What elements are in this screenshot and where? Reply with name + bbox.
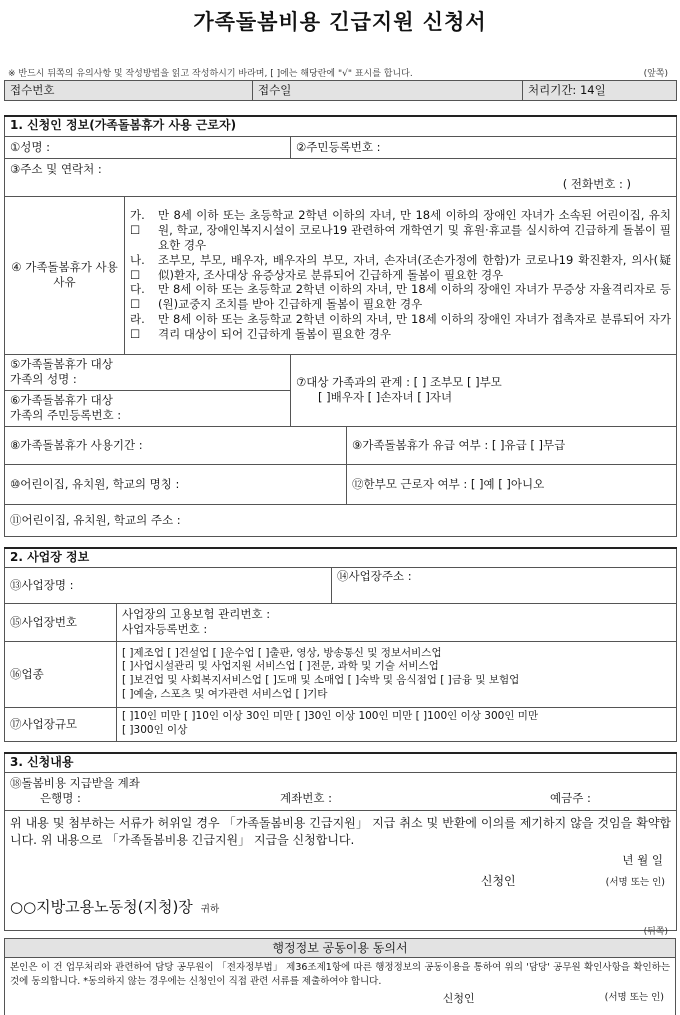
receipt-number-label: 접수번호 <box>5 81 253 101</box>
section1-table <box>4 115 677 537</box>
target-name-field[interactable]: ⑤가족돌봄휴가 대상 가족의 성명 : <box>5 354 291 390</box>
biz-reg-no-label: 사업자등록번호 : <box>122 622 208 637</box>
size-options[interactable] <box>117 707 677 741</box>
consent-text: 본인은 이 건 업무처리와 관련하여 담당 공무원이 「전자정부법」 제36조제1항에 따른 행정정보의 공동이용을 통하여 위의 '담당' 공무원 확인사항을 확인하는 것에 동의합니다. *동의하지 않는 경우에는 신청인이 직접 관련 서류를 제출하여야 합니다. <box>10 962 670 987</box>
reason-option-b[interactable] <box>130 253 671 283</box>
single-parent-field[interactable]: ⑫한부모 근로자 여부 : [ ]예 [ ]아니오 <box>347 464 677 504</box>
sign-label[interactable]: (서명 또는 인) <box>605 877 665 889</box>
form-title: 가족돌봄비용 긴급지원 신청서 <box>193 10 487 34</box>
consent-sign[interactable]: (서명 또는 인) <box>604 991 664 1003</box>
pledge-area <box>5 810 677 930</box>
reason-text: 만 8세 이하 또는 초등학교 2학년 이하의 자녀, 만 18세 이하의 장애인 자녀가 접촉자로 분류되어 자가격리 대상이 되어 긴급하게 돌봄이 필요한 경우 <box>158 312 671 342</box>
consent-applicant: 신청인 <box>442 991 475 1005</box>
industry-line: [ ]사업시설관리 및 사업지원 서비스업 [ ]전문, 과학 및 기술 서비스업 <box>122 660 439 673</box>
relation-field[interactable] <box>291 354 677 426</box>
target-rrn-field[interactable]: ⑥가족돌봄휴가 대상 가족의 주민등록번호 : <box>5 390 291 426</box>
name-field[interactable]: ①성명 : <box>5 136 291 158</box>
phone-label: ( 전화번호 : ) <box>562 177 631 191</box>
section2-table <box>4 547 677 742</box>
section2-title: 2. 사업장 정보 <box>5 548 677 567</box>
consent-body <box>4 958 676 1015</box>
header-table <box>4 80 677 101</box>
reason-checkbox: 가. ☐ <box>130 207 145 237</box>
reason-checkbox: 라. ☐ <box>130 312 145 342</box>
bank-label: 은행명 : <box>40 791 81 806</box>
biz-no-field[interactable] <box>117 603 677 641</box>
reason-text: 만 8세 이하 또는 초등학교 2학년 이하의 자녀, 만 18세 이하의 장애인 자녀가 소속된 어린이집, 유치원, 학교, 장애인복지시설이 코로나19 관련하여 개학연기 및 휴원·휴교를 실시하여 긴급하게 돌봄이 필요한 경우 <box>158 207 671 252</box>
period-field[interactable]: ⑧가족돌봄휴가 사용기간 : <box>5 426 347 464</box>
rrn-field[interactable]: ②주민등록번호 : <box>291 136 677 158</box>
size-line2: [ ]300인 이상 <box>122 724 188 737</box>
reason-options <box>125 196 677 354</box>
industry-line: [ ]보건업 및 사회복지서비스업 [ ]도매 및 소매업 [ ]숙박 및 음식점업 [ ]금융 및 보험업 <box>122 674 520 687</box>
size-line1: [ ]10인 미만 [ ]10인 이상 30인 미만 [ ]30인 이상 100인 미만 [ ]100인 이상 300인 미만 <box>122 710 539 723</box>
recipient-office: ○○지방고용노동청(지청)장 <box>10 897 193 916</box>
institution-name-field[interactable]: ⑩어린이집, 유치원, 학교의 명칭 : <box>5 464 347 504</box>
holder-label: 예금주 : <box>550 791 591 806</box>
biz-name-field[interactable]: ⑬사업장명 : <box>5 567 332 603</box>
institution-addr-field[interactable]: ⑪어린이집, 유치원, 학교의 주소 : <box>5 504 677 536</box>
reason-text: 조부모, 부모, 배우자, 배우자의 부모, 자녀, 손자녀(조손가정에 한함)가 코로나19 확진환자, 의사(疑似)환자, 조사대상 유증상자로 분류되어 긴급하게 돌봄이 필요한 경우 <box>158 252 671 282</box>
processing-period: 처리기간: 14일 <box>523 81 677 101</box>
applicant-label: 신청인 <box>480 874 516 889</box>
address-label: ③주소 및 연락처 : <box>10 162 102 177</box>
paid-field[interactable]: ⑨가족돌봄휴가 유급 여부 : [ ]유급 [ ]무급 <box>347 426 677 464</box>
reason-checkbox: 나. ☐ <box>130 252 145 282</box>
reason-option-c[interactable] <box>130 282 671 312</box>
receipt-date-label: 접수일 <box>253 81 523 101</box>
relation-line1: ⑦대상 가족과의 관계 : [ ] 조부모 [ ]부모 <box>296 375 502 390</box>
size-label: ⑰사업장규모 <box>5 707 117 741</box>
notice-text: ※ 반드시 뒤쪽의 유의사항 및 작성방법을 읽고 작성하시기 바라며, [ ]에는 해당란에 "√" 표시를 합니다. <box>8 69 413 79</box>
pledge-text: 위 내용 및 첨부하는 서류가 허위일 경우 「가족돌봄비용 긴급지원」 지급 취소 및 반환에 이의를 제기하지 않을 것임을 확약합니다. 위 내용으로 「가족돌봄비용 긴급지원」 지급을 신청합니다. <box>10 815 671 847</box>
page-side-front: (앞쪽) <box>643 69 668 79</box>
industry-line: [ ]예술, 스포츠 및 여가관련 서비스업 [ ]기타 <box>122 687 328 700</box>
insurance-no-label: 사업장의 고용보험 관리번호 : <box>122 607 271 622</box>
reason-option-d[interactable] <box>130 312 671 342</box>
section3-title: 3. 신청내용 <box>5 753 677 772</box>
section3-table <box>4 752 677 931</box>
address-field[interactable] <box>5 158 677 196</box>
date-line[interactable]: 년 월 일 <box>622 853 663 868</box>
recipient-suffix: 귀하 <box>200 903 220 915</box>
consent-title: 행정정보 공동이용 동의서 <box>4 938 676 958</box>
industry-options[interactable] <box>117 641 677 707</box>
reason-text: 만 8세 이하 또는 초등학교 2학년 이하의 자녀, 만 18세 이하의 장애인 자녀가 무증상 자율격리자로 등(원)교중지 조치를 받아 긴급하게 돌봄이 필요한 경우 <box>158 282 671 312</box>
account-field[interactable] <box>5 772 677 810</box>
section1-title: 1. 신청인 정보(가족돌봄휴가 사용 근로자) <box>5 116 677 136</box>
account-no-label: 계좌번호 : <box>280 791 332 806</box>
page-side-back: (뒤쪽) <box>643 927 668 937</box>
industry-label: ⑯업종 <box>5 641 117 707</box>
biz-addr-field[interactable]: ⑭사업장주소 : <box>332 567 677 603</box>
reason-label: ④ 가족돌봄휴가 사용 사유 <box>5 196 125 354</box>
reason-option-a[interactable] <box>130 208 671 253</box>
industry-line: [ ]제조업 [ ]건설업 [ ]운수업 [ ]출판, 영상, 방송통신 및 정보서비스업 <box>122 646 442 659</box>
relation-line2: [ ]배우자 [ ]손자녀 [ ]자녀 <box>318 390 453 404</box>
account-label: ⑱돌봄비용 지급받을 계좌 <box>10 776 140 791</box>
biz-no-label: ⑮사업장번호 <box>5 603 117 641</box>
reason-checkbox: 다. ☐ <box>130 282 145 312</box>
